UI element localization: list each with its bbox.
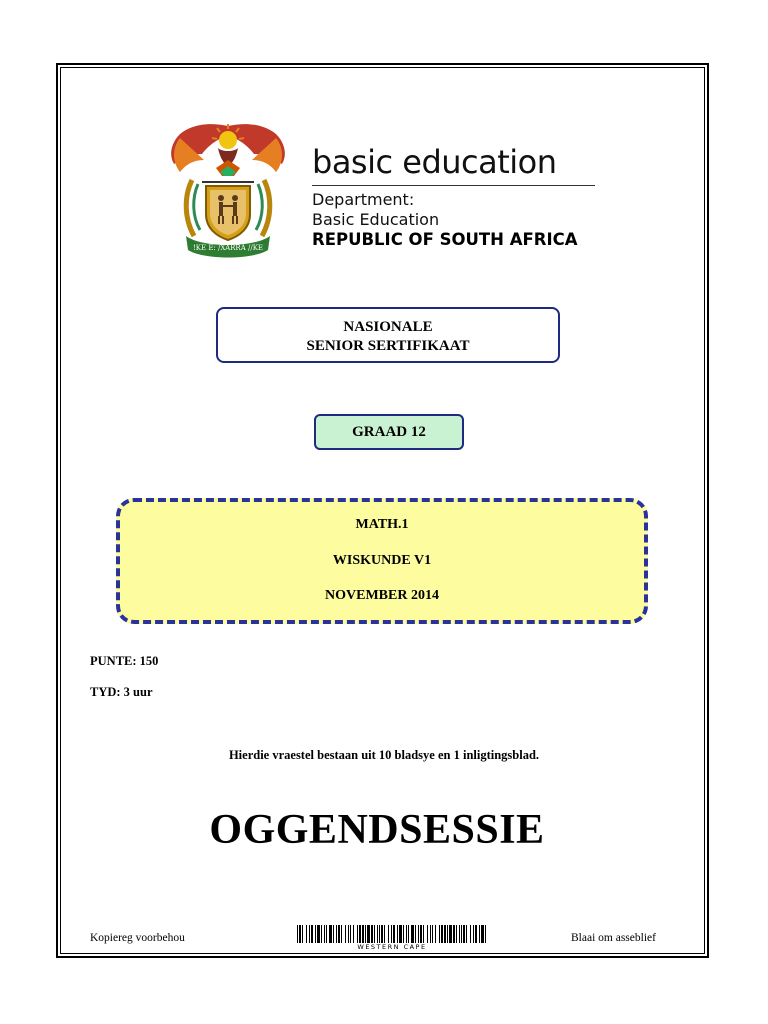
department-title: basic education: [312, 142, 595, 186]
marks-label: PUNTE: 150: [90, 654, 159, 668]
barcode: [297, 925, 487, 943]
certificate-box: [216, 307, 560, 363]
barcode-label: WESTERN CAPE: [357, 943, 427, 951]
department-label: Department:: [312, 190, 415, 209]
pages-note: Hierdie vraestel bestaan uit 10 bladsye en 1 inligtingsblad.: [228, 748, 540, 762]
department-name: Basic Education: [312, 210, 440, 229]
copyright-note: Kopiereg voorbehou: [90, 932, 185, 944]
certificate-line-1: NASIONALE: [343, 319, 433, 335]
time-label: TYD: 3 uur: [90, 685, 153, 699]
grade-badge: GRAAD 12: [314, 414, 464, 450]
department-header: [312, 142, 602, 250]
turn-over-note: Blaai om asseblief: [571, 932, 656, 944]
session-title: OGGENDSESSIE: [209, 807, 545, 853]
country-name: REPUBLIC OF SOUTH AFRICA: [312, 230, 578, 249]
certificate-line-2: SENIOR SERTIFIKAAT: [306, 338, 470, 354]
subject-box: [116, 498, 648, 624]
subject-code: MATH.1: [355, 517, 409, 532]
exam-date: NOVEMBER 2014: [325, 588, 439, 603]
crest-motto: !KE E: /XARRA //KE: [192, 244, 264, 252]
coat-of-arms-logo: [162, 118, 294, 260]
subject-name: WISKUNDE V1: [332, 553, 432, 568]
